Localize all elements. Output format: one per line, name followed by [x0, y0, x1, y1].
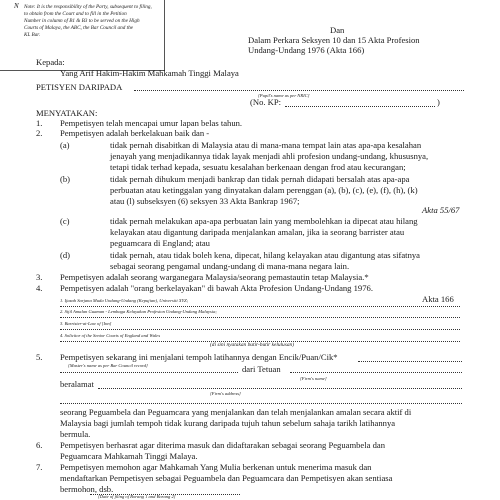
kepada-label: Kepada: [36, 57, 65, 67]
item-text: Pempetisyen adalah "orang berkelayakan" di bawah Akta Profesion Undang-Undang 1976. [60, 283, 373, 293]
item-text: seorang Peguambela dan Peguamcara yang menjalankan dan telah menjalankan amalan secara aktif di [60, 407, 412, 417]
corner-note-line: Number in column of B1 & B3 to be served on the High [24, 18, 140, 24]
qualification-hint: (di sini nyatakan butir-butir kelulusan) [210, 342, 295, 348]
act-reference: Akta 166 [422, 294, 454, 304]
firm-name-hint: [Firm's name] [300, 376, 327, 381]
item-text: bermula. [60, 429, 91, 439]
subitem-line: atau (l) subseksyen (6) seksyen 33 Akta Bankrap 1967; [110, 196, 300, 206]
kp-close: ) [437, 97, 440, 107]
subitem-label: (a) [60, 140, 70, 150]
item-text: Pempetisyen telah mencapai umur lapan belas tahun. [60, 118, 243, 128]
item-text: Pempetisyen sekarang ini menjalani tempoh latihannya dengan Encik/Puan/Cik* [60, 352, 338, 362]
subitem-line: tetapi tidak terhad kepada, sesuatu kesalahan berkenaan dengan frod atau kecurangan; [110, 162, 406, 172]
subitem-label: (c) [60, 216, 70, 226]
firm-address-field[interactable] [98, 388, 462, 389]
qualification-field[interactable] [60, 317, 460, 318]
item-number: 1. [36, 118, 43, 128]
qualification-option: 3. Barrister-at-Law of [Inn] [60, 321, 112, 326]
item-text: Pempetisyen adalah seorang warganegara Malaysia/seorang pemastautin tetap Malaysia.* [60, 272, 369, 282]
subitem-line: jenayah yang menjadikannya tidak layak menjadi ahli profesion undang-undang, khususnya, [110, 151, 429, 161]
item-text: Peguamcara Mahkamah Tinggi Malaya. [60, 451, 198, 461]
kp-label: (No. KP: [250, 97, 282, 107]
beralamat-label: beralamat [60, 379, 94, 389]
item-text: Pempetisyen adalah berkelakuan baik dan - [60, 128, 210, 138]
qualification-field[interactable] [60, 306, 460, 307]
kp-number-field[interactable] [285, 106, 435, 107]
item-number: 4. [36, 283, 43, 293]
corner-note: N Note: It is the responsibility of the Party, subsequent to filing, to obtain from the Court and to fill in the Petition Number in column of B1 & B3 to be served on the High Courts of Malaya, the ABC, the Bar Council and the KL Bar. [0, 0, 165, 71]
item-text: bermohon, dsb. [60, 484, 114, 494]
item-number: 6. [36, 440, 43, 450]
corner-note-line: Courts of Malaya, the ABC, the Bar Council and the [24, 25, 133, 31]
subitem-line: peguamcara di England; atau [110, 238, 210, 248]
subitem-line: tidak pernah disabitkan di Malaysia atau di mana-mana tempat lain atas apa-apa kesalahan [110, 140, 422, 150]
header-reference: Undang-Undang 1976 (Akta 166) [248, 45, 365, 55]
filing-date-hint: [Date of filing of Borang 1 and Borang 2] [98, 494, 176, 499]
firm-address-hint: [Firm's address] [210, 391, 241, 396]
subitem-line: sebagai seorang pengamal undang-undang di mana-mana negara lain. [110, 261, 350, 271]
subitem-label: (b) [60, 174, 71, 184]
act-reference: Akta 55/67 [422, 205, 460, 215]
subitem-line: kelayakan atau digantung daripada menjalankan amalan, jika ia seorang barrister atau [110, 227, 405, 237]
petitioner-name-field[interactable] [134, 90, 464, 91]
firm-address-field[interactable] [60, 403, 462, 404]
intro-label: MENYATAKAN: [36, 108, 98, 118]
dan-label: Dan [330, 25, 345, 35]
qualification-option: 1. Ijazah Sarjana Muda Undang-Undang (Kepujian), Universiti XYZ; [60, 298, 189, 303]
corner-note-line: to obtain from the Court and to fill in the Petition [24, 11, 127, 17]
master-name-field[interactable] [358, 361, 462, 362]
item-number: 2. [36, 128, 43, 138]
subitem-label: (d) [60, 250, 71, 260]
qualification-option: 2. Sijil Amalan Guaman - Lembaga Kelayakan Profesion Undang-Undang Malaysia; [60, 309, 217, 314]
header-reference: Dalam Perkara Seksyen 10 dan 15 Akta Profesion [248, 35, 420, 45]
master-name-hint: [Master's name as per Bar Council record] [68, 363, 148, 368]
subitem-line: perbuatan atau ketinggalan yang dinyatakan dalam perenggan (a), (b), (c), (e), (f), (h), (k) [110, 185, 418, 195]
master-name-field[interactable] [60, 372, 238, 373]
qualification-option: 4. Solicitor of the Senior Courts of England and Wales [60, 333, 161, 338]
addressee-name: Yang Arif Hakim-Hakim Mahkamah Tinggi Malaya [60, 68, 239, 78]
item-text: mendaftarkan Pempetisyen sebagai Peguambela dan Peguamcara dan Pempetisyen akan sentiasa [60, 473, 393, 483]
petitioner-name-hint: [Pupil's name as per NRIC] [258, 93, 310, 98]
subitem-line: tidak pernah dihukum menjadi bankrap dan tidak pernah didapati bersalah atas apa-apa [110, 174, 410, 184]
subitem-line: tidak pernah melakukan apa-apa perbuatan lain yang membolehkan ia dipecat atau hilang [110, 216, 418, 226]
dari-tetuan-label: dari Tetuan [242, 364, 281, 374]
petitioner-label: PETISYEN DARIPADA [36, 82, 123, 92]
firm-name-field[interactable] [290, 372, 462, 373]
item-text: Pempetisyen memohon agar Mahkamah Yang Mulia berkenan untuk menerima masuk dan [60, 462, 372, 472]
item-text: Malaysia bagi jumlah tempoh tidak kurang daripada tujuh tahun sebelum sahaja tarikh latihannya [60, 418, 396, 428]
qualification-field[interactable] [60, 329, 460, 330]
item-number: 7. [36, 462, 43, 472]
corner-note-line: KL Bar. [24, 32, 41, 38]
item-number: 5. [36, 352, 43, 362]
item-text: Pempetisyen berhasrat agar diterima masuk dan didaftarakan sebagai seorang Peguambela dan [60, 440, 386, 450]
item-number: 3. [36, 272, 43, 282]
corner-note-line: Note: It is the responsibility of the Party, subsequent to filing, [24, 4, 152, 10]
subitem-line: tidak pernah, atau tidak boleh kena, dipecat, hilang kelayakan atau digantung atas sifatnya [110, 250, 420, 260]
